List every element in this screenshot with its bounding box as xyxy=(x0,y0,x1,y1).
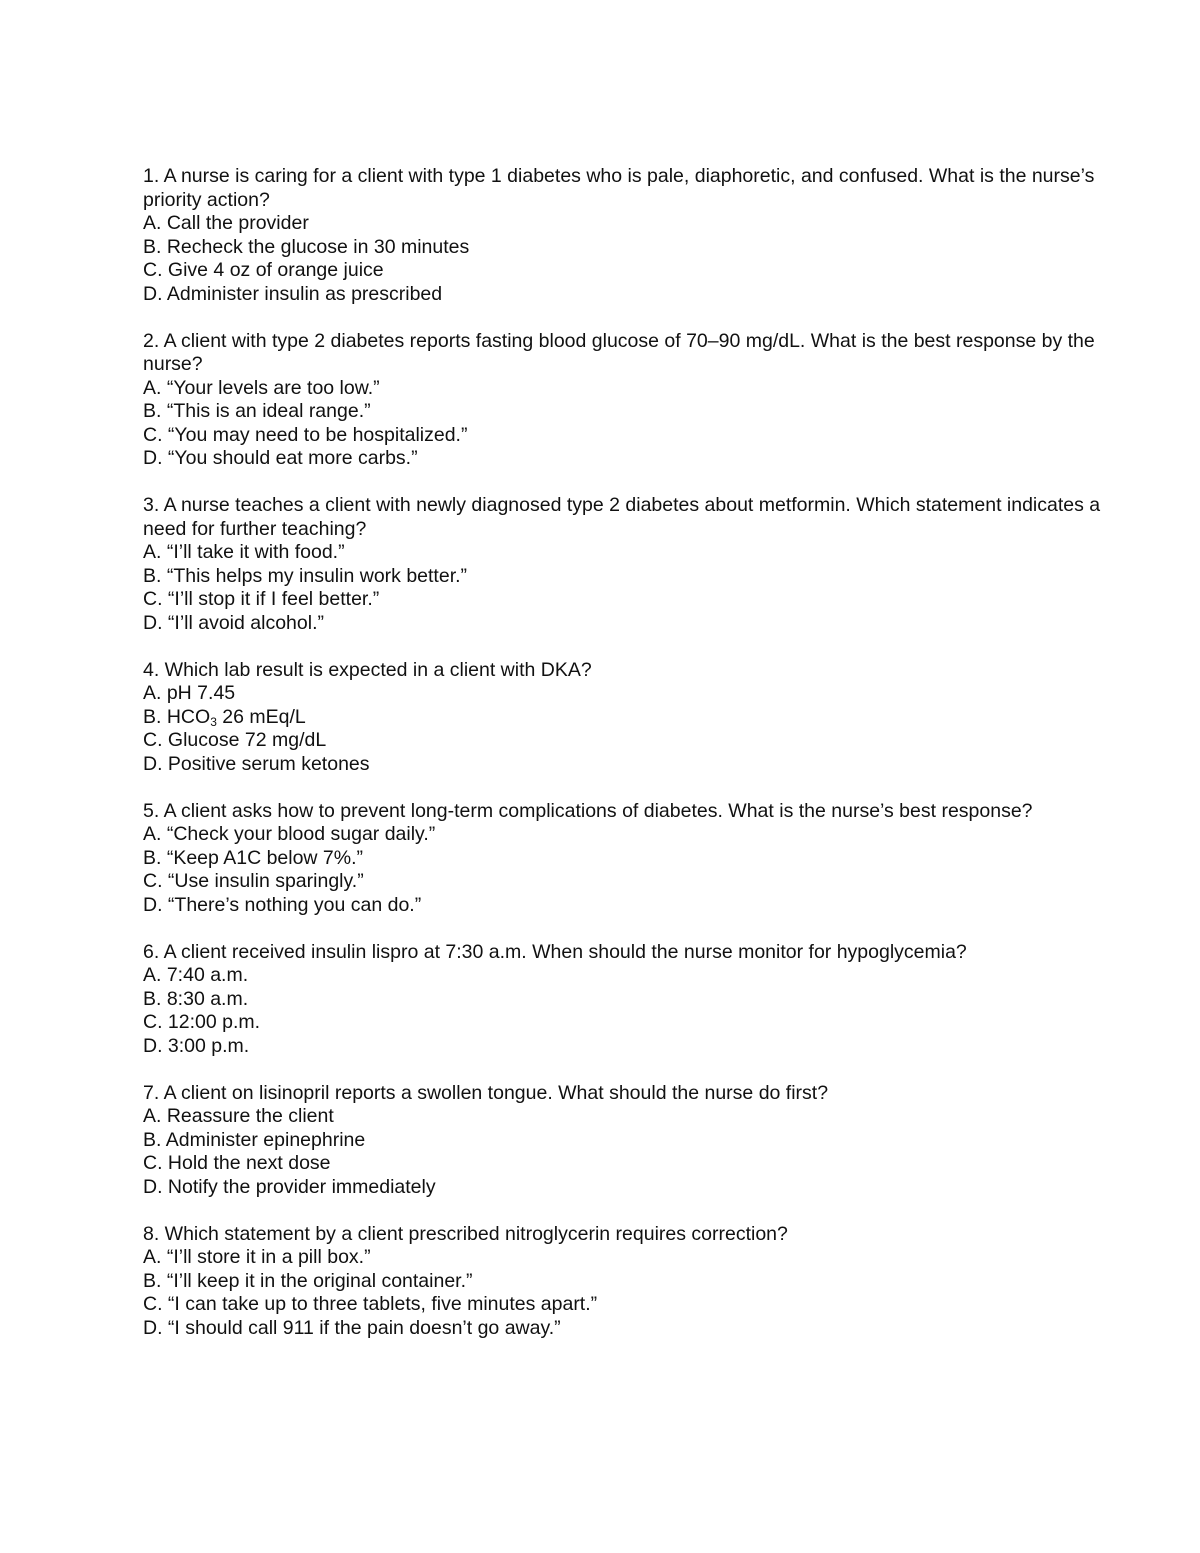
question-stem: 2. A client with type 2 diabetes reports fasting blood glucose of 70–90 mg/dL. What is the best response by the nurse? xyxy=(143,329,1095,375)
answer-option-a: A. Reassure the client xyxy=(143,1105,334,1127)
answer-option-d: D. “You should eat more carbs.” xyxy=(143,447,418,469)
answer-option-c: C. “You may need to be hospitalized.” xyxy=(143,423,468,446)
answer-option-b: B. Administer epinephrine xyxy=(143,1128,366,1151)
answer-option-b xyxy=(143,706,1143,730)
answer-option-a: A. 7:40 a.m. xyxy=(143,964,249,986)
question-stem: 4. Which lab result is expected in a client with DKA? xyxy=(143,658,592,681)
answer-option-b: B. “This is an ideal range.” xyxy=(143,400,371,422)
question-stem: 3. A nurse teaches a client with newly diagnosed type 2 diabetes about metformin. Which statement indicates a need for further teaching? xyxy=(143,494,1101,540)
answer-option-b: B. Recheck the glucose in 30 minutes xyxy=(143,235,470,258)
answer-option-d: D. “I’ll avoid alcohol.” xyxy=(143,611,324,634)
answer-option-c: C. Glucose 72 mg/dL xyxy=(143,729,327,751)
question-3 xyxy=(143,494,1143,635)
question-stem: 7. A client on lisinopril reports a swollen tongue. What should the nurse do first? xyxy=(143,1081,829,1104)
question-stem: 8. Which statement by a client prescribed nitroglycerin requires correction? xyxy=(143,1222,788,1245)
answer-option-b: B. “This helps my insulin work better.” xyxy=(143,564,468,587)
answer-option-c: C. “I’ll stop it if I feel better.” xyxy=(143,588,380,610)
question-8 xyxy=(143,1223,1143,1341)
answer-option-a: A. pH 7.45 xyxy=(143,682,236,704)
question-7 xyxy=(143,1082,1143,1200)
question-5 xyxy=(143,800,1143,918)
answer-option-d: D. Positive serum ketones xyxy=(143,752,370,775)
subscript-3: 3 xyxy=(210,714,217,729)
question-2 xyxy=(143,330,1143,471)
question-4 xyxy=(143,659,1143,777)
quiz-page xyxy=(143,165,1143,1364)
answer-option-b: B. “Keep A1C below 7%.” xyxy=(143,846,364,869)
question-6 xyxy=(143,941,1143,1059)
answer-option-c: C. “I can take up to three tablets, five minutes apart.” xyxy=(143,1293,598,1315)
answer-option-a: A. Call the provider xyxy=(143,212,309,234)
answer-option-b-text: B. HCO xyxy=(143,705,211,728)
answer-option-d: D. Administer insulin as prescribed xyxy=(143,282,443,305)
answer-option-d: D. “I should call 911 if the pain doesn’t go away.” xyxy=(143,1316,561,1339)
answer-option-b: B. 8:30 a.m. xyxy=(143,987,249,1010)
question-stem: 6. A client received insulin lispro at 7:30 a.m. When should the nurse monitor for hypoglycemia? xyxy=(143,940,967,963)
answer-option-a: A. “Your levels are too low.” xyxy=(143,376,380,399)
answer-option-a: A. “I’ll store it in a pill box.” xyxy=(143,1246,371,1268)
answer-option-b-unit: 26 mEq/L xyxy=(216,705,306,728)
question-1 xyxy=(143,165,1143,306)
answer-option-c: C. 12:00 p.m. xyxy=(143,1011,261,1033)
question-stem: 5. A client asks how to prevent long-term complications of diabetes. What is the nurse’s best response? xyxy=(143,799,1033,822)
answer-option-a: A. “Check your blood sugar daily.” xyxy=(143,823,436,845)
question-stem: 1. A nurse is caring for a client with type 1 diabetes who is pale, diaphoretic, and confused. What is the nurse’s priority action? xyxy=(143,165,1095,211)
answer-option-d: D. Notify the provider immediately xyxy=(143,1175,436,1198)
answer-option-d: D. 3:00 p.m. xyxy=(143,1034,250,1057)
answer-option-c: C. Hold the next dose xyxy=(143,1152,331,1174)
answer-option-c: C. “Use insulin sparingly.” xyxy=(143,870,364,892)
answer-option-a: A. “I’ll take it with food.” xyxy=(143,541,345,563)
answer-option-c: C. Give 4 oz of orange juice xyxy=(143,259,384,281)
answer-option-b: B. “I’ll keep it in the original container.” xyxy=(143,1269,473,1292)
answer-option-d: D. “There’s nothing you can do.” xyxy=(143,893,422,916)
